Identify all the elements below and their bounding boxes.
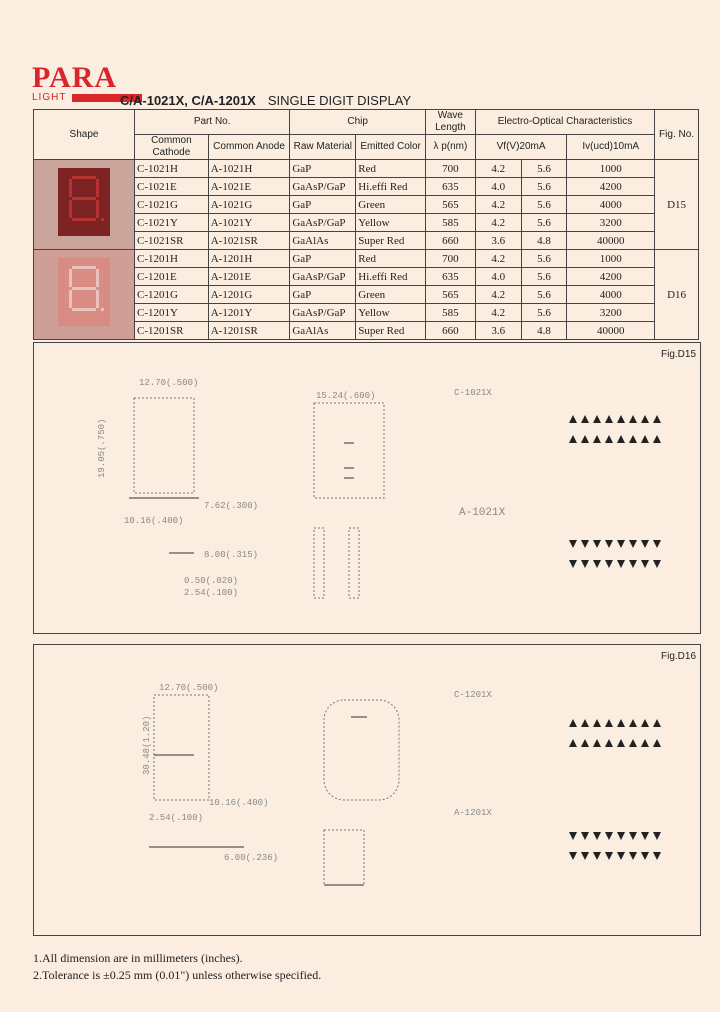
diode-symbol	[629, 719, 637, 727]
cell-max: 5.6	[521, 268, 567, 286]
diode-symbol	[629, 739, 637, 747]
cell-wave: 565	[425, 286, 475, 304]
cell-typ: 4.0	[475, 268, 521, 286]
cell-iv: 3200	[567, 304, 655, 322]
diode-symbol	[629, 415, 637, 423]
cell-iv: 40000	[567, 232, 655, 250]
cell-raw: GaP	[290, 286, 356, 304]
cell-wave: 585	[425, 214, 475, 232]
header-wave: Wave Length	[425, 110, 475, 135]
diode-symbol	[629, 540, 637, 548]
diode-symbol	[653, 739, 661, 747]
cell-wave: 700	[425, 160, 475, 178]
cell-iv: 4200	[567, 268, 655, 286]
diode-symbol	[569, 852, 577, 860]
cell-wave: 660	[425, 232, 475, 250]
diode-symbol	[581, 852, 589, 860]
cell-color: Hi.effi Red	[356, 178, 426, 196]
cell-ca: A-1021H	[208, 160, 290, 178]
cell-color: Green	[356, 286, 426, 304]
diode-symbol	[617, 560, 625, 568]
cell-iv: 1000	[567, 160, 655, 178]
d15-dim-span: 10.16(.400)	[124, 516, 184, 526]
d15-dim-width: 12.70(.500)	[139, 378, 199, 388]
diode-symbol	[617, 540, 625, 548]
d15-dim-height: 19.05(.750)	[97, 418, 107, 478]
cell-cc: C-1021SR	[135, 232, 209, 250]
diode-symbol	[605, 719, 613, 727]
cell-wave: 700	[425, 250, 475, 268]
diode-symbol	[593, 852, 601, 860]
cell-wave: 635	[425, 268, 475, 286]
diode-symbol	[569, 435, 577, 443]
notes	[33, 950, 321, 984]
d16-dim-height: 30.48(1.20)	[142, 715, 152, 775]
cell-max: 5.6	[521, 304, 567, 322]
cell-color: Super Red	[356, 232, 426, 250]
title-main: C/A-1021X, C/A-1201X	[120, 93, 256, 108]
brand-logo	[32, 61, 118, 103]
diode-symbol	[641, 852, 649, 860]
diode-symbol	[581, 415, 589, 423]
diode-symbol	[593, 832, 601, 840]
cell-max: 5.6	[521, 196, 567, 214]
cell-iv: 40000	[567, 322, 655, 340]
cell-max: 5.6	[521, 160, 567, 178]
cell-iv: 4000	[567, 286, 655, 304]
diode-symbol	[593, 540, 601, 548]
header-shape: Shape	[34, 110, 135, 160]
brand-sub: LIGHT	[32, 92, 67, 103]
figure-d16-label: Fig.D16	[660, 651, 696, 662]
cell-typ: 4.2	[475, 214, 521, 232]
d16-dim-pitch: 2.54(.100)	[149, 813, 204, 823]
table-row	[34, 250, 699, 268]
d15-dim-thick: 0.50(.020)	[184, 576, 239, 586]
cell-typ: 4.2	[475, 304, 521, 322]
diode-symbol	[653, 540, 661, 548]
header-emitted-color: Emitted Color	[356, 135, 426, 160]
note-2: 2.Tolerance is ±0.25 mm (0.01") unless otherwise specified.	[33, 968, 322, 982]
figure-d15-drawing	[34, 343, 698, 631]
cell-ca: A-1021SR	[208, 232, 290, 250]
diode-symbol	[605, 739, 613, 747]
cell-cc: C-1201E	[135, 268, 209, 286]
cell-ca: A-1021Y	[208, 214, 290, 232]
diode-symbol	[653, 435, 661, 443]
diode-symbol	[581, 832, 589, 840]
spec-table	[33, 109, 699, 340]
header-eo: Electro-Optical Characteristics	[475, 110, 654, 135]
cell-color: Red	[356, 250, 426, 268]
cell-wave: 565	[425, 196, 475, 214]
cell-ca: A-1201Y	[208, 304, 290, 322]
header-lambda: λ p(nm)	[425, 135, 475, 160]
d16-dim-width: 12.70(.500)	[159, 683, 219, 693]
cell-iv: 4000	[567, 196, 655, 214]
diode-symbol	[605, 560, 613, 568]
diode-symbol	[629, 435, 637, 443]
header-fig-no: Fig. No.	[655, 110, 699, 160]
cell-raw: GaAsP/GaP	[290, 178, 356, 196]
diode-symbol	[593, 719, 601, 727]
diode-symbol	[641, 719, 649, 727]
diode-symbol	[617, 739, 625, 747]
title-sub: SINGLE DIGIT DISPLAY	[267, 93, 412, 108]
diode-symbol	[581, 435, 589, 443]
diode-symbol	[641, 540, 649, 548]
fig-no-cell: D15	[655, 160, 699, 250]
diode-symbol	[629, 832, 637, 840]
cell-max: 5.6	[521, 178, 567, 196]
page-title	[120, 93, 411, 108]
diode-symbol	[641, 832, 649, 840]
diode-symbol	[593, 415, 601, 423]
diode-symbol	[653, 415, 661, 423]
diode-symbol	[617, 719, 625, 727]
diode-symbol	[569, 719, 577, 727]
cell-wave: 585	[425, 304, 475, 322]
diode-symbol	[593, 560, 601, 568]
diode-symbol	[605, 540, 613, 548]
figure-d16-drawing	[34, 645, 698, 933]
figure-d15-panel	[33, 342, 701, 634]
cell-color: Yellow	[356, 214, 426, 232]
cell-cc: C-1021G	[135, 196, 209, 214]
diode-symbol	[593, 435, 601, 443]
diode-symbol	[617, 832, 625, 840]
diode-symbol	[569, 560, 577, 568]
cell-cc: C-1021H	[135, 160, 209, 178]
d16-dim-lead: 6.00(.236)	[224, 853, 279, 863]
cell-raw: GaP	[290, 196, 356, 214]
cell-color: Super Red	[356, 322, 426, 340]
diode-symbol	[605, 415, 613, 423]
diode-symbol	[605, 852, 613, 860]
header-part-no: Part No.	[135, 110, 290, 135]
cell-typ: 4.2	[475, 160, 521, 178]
header-iv: Iv(ucd)10mA	[567, 135, 655, 160]
cell-iv: 3200	[567, 214, 655, 232]
cell-max: 5.6	[521, 214, 567, 232]
diode-symbol	[653, 719, 661, 727]
cell-ca: A-1021E	[208, 178, 290, 196]
cell-ca: A-1021G	[208, 196, 290, 214]
cell-max: 5.6	[521, 250, 567, 268]
diode-symbol	[581, 560, 589, 568]
cell-raw: GaAlAs	[290, 322, 356, 340]
d15-dim-side: 15.24(.600)	[316, 391, 376, 401]
cell-cc: C-1201Y	[135, 304, 209, 322]
diode-symbol	[605, 832, 613, 840]
diode-symbol	[641, 560, 649, 568]
header-chip: Chip	[290, 110, 426, 135]
cell-ca: A-1201G	[208, 286, 290, 304]
header-common-cathode: Common Cathode	[135, 135, 209, 160]
diode-symbol	[605, 435, 613, 443]
diode-symbol	[569, 415, 577, 423]
d15-dim-lead: 8.00(.315)	[204, 550, 259, 560]
diode-symbol	[641, 415, 649, 423]
d16-part-a: A-1201X	[454, 808, 492, 818]
cell-raw: GaAlAs	[290, 232, 356, 250]
diode-symbol	[569, 832, 577, 840]
cell-iv: 4200	[567, 178, 655, 196]
cell-typ: 4.2	[475, 250, 521, 268]
cell-color: Green	[356, 196, 426, 214]
diode-symbol	[581, 739, 589, 747]
brand-name: PARA	[32, 61, 118, 94]
header-vf: Vf(V)20mA	[475, 135, 567, 160]
diode-symbol	[581, 719, 589, 727]
cell-typ: 3.6	[475, 322, 521, 340]
cell-ca: A-1201H	[208, 250, 290, 268]
cell-color: Red	[356, 160, 426, 178]
cell-raw: GaAsP/GaP	[290, 268, 356, 286]
cell-max: 4.8	[521, 322, 567, 340]
cell-typ: 4.2	[475, 196, 521, 214]
figure-d16-panel	[33, 644, 701, 936]
cell-typ: 3.6	[475, 232, 521, 250]
cell-iv: 1000	[567, 250, 655, 268]
diode-symbol	[641, 435, 649, 443]
header-raw-material: Raw Material	[290, 135, 356, 160]
diode-symbol	[653, 832, 661, 840]
cell-typ: 4.2	[475, 286, 521, 304]
header-common-anode: Common Anode	[208, 135, 290, 160]
diode-symbol	[653, 852, 661, 860]
d16-part-c: C-1201X	[454, 690, 492, 700]
cell-max: 5.6	[521, 286, 567, 304]
cell-raw: GaAsP/GaP	[290, 304, 356, 322]
d16-dim-span: 10.16(.400)	[209, 798, 269, 808]
d15-circuit-symbols	[569, 415, 661, 568]
cell-ca: A-1201SR	[208, 322, 290, 340]
shape-image-d16	[34, 250, 135, 340]
cell-wave: 660	[425, 322, 475, 340]
diode-symbol	[569, 540, 577, 548]
cell-cc: C-1201SR	[135, 322, 209, 340]
figure-d15-label: Fig.D15	[660, 349, 696, 360]
d15-dim-pitch: 2.54(.100)	[184, 588, 239, 598]
cell-raw: GaP	[290, 250, 356, 268]
cell-cc: C-1201G	[135, 286, 209, 304]
cell-typ: 4.0	[475, 178, 521, 196]
cell-raw: GaP	[290, 160, 356, 178]
cell-cc: C-1201H	[135, 250, 209, 268]
note-1: 1.All dimension are in millimeters (inches).	[33, 951, 243, 965]
cell-color: Yellow	[356, 304, 426, 322]
d16-circuit-symbols	[569, 719, 661, 860]
cell-wave: 635	[425, 178, 475, 196]
diode-symbol	[581, 540, 589, 548]
cell-cc: C-1021E	[135, 178, 209, 196]
cell-raw: GaAsP/GaP	[290, 214, 356, 232]
cell-cc: C-1021Y	[135, 214, 209, 232]
cell-color: Hi.effi Red	[356, 268, 426, 286]
diode-symbol	[617, 852, 625, 860]
diode-symbol	[569, 739, 577, 747]
d15-dim-pin: 7.62(.300)	[204, 501, 259, 511]
diode-symbol	[617, 435, 625, 443]
diode-symbol	[629, 560, 637, 568]
spec-table-body	[34, 160, 699, 340]
d15-part-a: A-1021X	[459, 507, 506, 519]
cell-max: 4.8	[521, 232, 567, 250]
fig-no-cell: D16	[655, 250, 699, 340]
diode-symbol	[641, 739, 649, 747]
diode-symbol	[629, 852, 637, 860]
table-row	[34, 160, 699, 178]
diode-symbol	[653, 560, 661, 568]
diode-symbol	[593, 739, 601, 747]
diode-symbol	[617, 415, 625, 423]
shape-image-d15	[34, 160, 135, 250]
d15-part-c: C-1021X	[454, 388, 492, 398]
cell-ca: A-1201E	[208, 268, 290, 286]
